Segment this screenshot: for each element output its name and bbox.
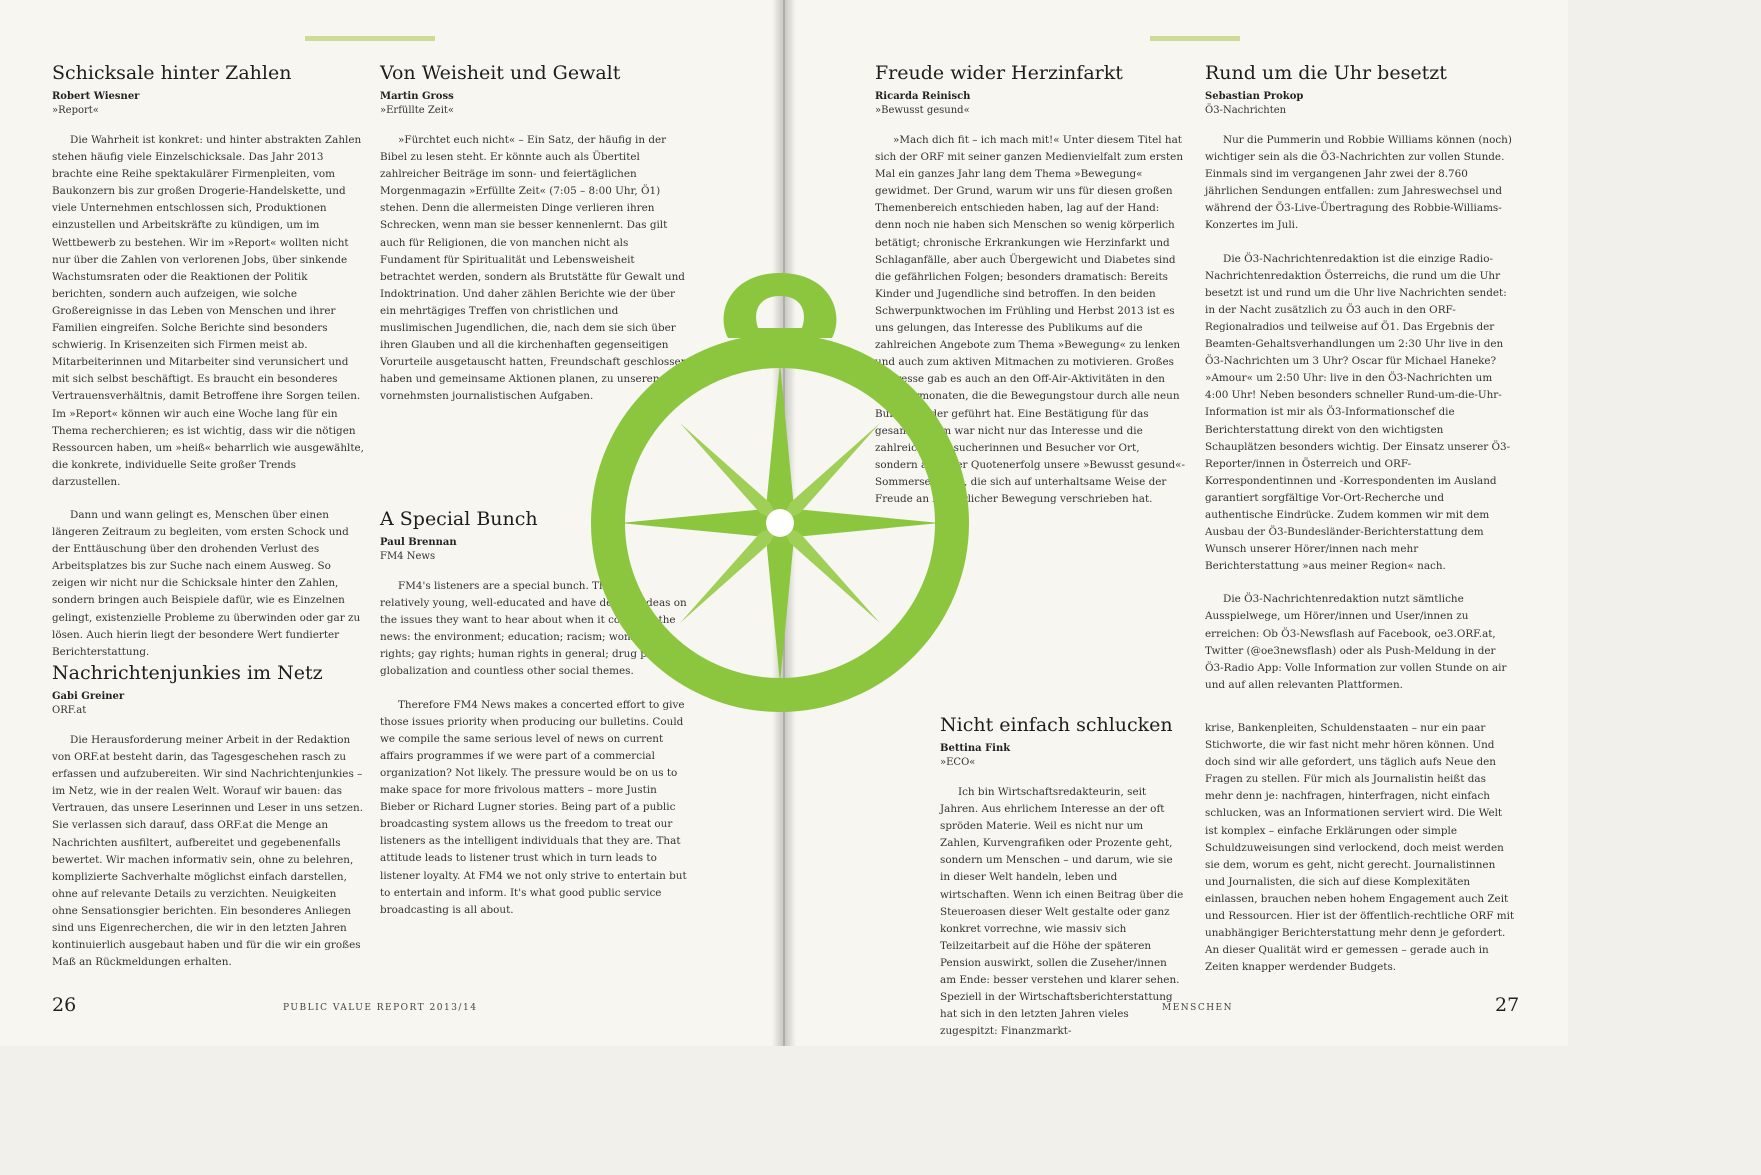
compass-rose-icon — [580, 268, 980, 728]
paragraph: krise, Bankenpleiten, Schuldenstaaten – nur ein paar Stichworte, die wir fast nicht mehr hören können. Und doch sind wir alle gefordert, uns täglich aufs Neue den Fragen zu stellen. Für mich als Journalistin heißt das mehr denn je: nachfragen, hinterfragen, nicht einfach schlucken, was an Informationen serviert wird. Die Welt ist komplex – einfache Erklärungen oder simple Schuldzuweisungen sind verlockend, doch meist werden sie dem, worum es geht, nicht gerecht. Journalistinnen und Journalisten, die sich auf diese Komplexitäten einlassen, brauchen neben hohem Engagement auch Zeit und Ressourcen. Hier ist der öffentlich-rechtliche ORF mit unabhängiger Berichterstattung mehr denn je gefordert. An dieser Qualität wird er gemessen – gerade auch in Zeiten knapper werdender Budgets. — [1205, 722, 1515, 974]
article-role: Ö3-Nachrichten — [1205, 105, 1287, 116]
article-title: Rund um die Uhr besetzt — [1205, 62, 1447, 84]
article-author: Gabi Greiner — [52, 691, 125, 702]
paragraph: Die Wahrheit ist konkret: und hinter abstrakten Zahlen stehen häufig viele Einzelschicksale. Das Jahr 2013 brachte eine Reihe spektakulärer Firmenpleiten, vom Baukonzern bis zur großen Drogerie-Handelskette, und viele Unternehmen entschlossen sich, Produktionen einzustellen und Arbeitskräfte zu kündigen, um im Wettbewerb zu bestehen. Wir im »Report« wollten nicht nur über die Zahlen von verlorenen Jobs, über sinkende Wachstumsraten oder die Reaktionen der Politik berichten, sondern auch aufzeigen, wie solche Großereignisse in das Leben von Menschen und ihrer Familien eingreifen. Solche Berichte sind besonders schwierig. In Krisenzeiten sich Firmen meist ab. Mitarbeiterinnen und Mitarbeiter sind verunsichert und mit sich selbst beschäftigt. Es braucht ein besonderes Vertrauensverhältnis, damit Betroffene ihre Sorgen teilen. Im »Report« können wir auch eine Woche lang für ein Thema recherchieren; es ist wichtig, dass wir die nötigen Ressourcen haben, um »heiß« beharrlich wie ausgewählte, die konkrete, individuelle Seite großer Trends darzustellen. — [52, 134, 364, 488]
article-role: »ECO« — [940, 757, 976, 768]
paragraph: »Mach dich fit – ich mach mit!« Unter diesem Titel hat sich der ORF mit seiner ganzen Medienvielfalt zum ersten Mal ein ganzes Jahr lang dem Thema »Bewegung« gewidmet. Der Grund, warum wir uns für diesen großen Themenbereich entschieden haben, lag auf der Hand: denn noch nie haben sich Menschen so wenig körperlich betätigt; chronische Erkrankungen wie Herzinfarkt und Schlaganfälle, aber auch Übergewicht und Diabetes sind die gefährlichen Folgen; besonders dramatisch: Bereits Kinder und Jugendliche sind betroffen. In den beiden Schwerpunktwochen im Frühling und Herbst 2013 ist es uns gelungen, das Interesse des Publikums auf die zahlreichen Angebote zum Thema »Bewegung« zu lenken und auch zum aktiven Mitmachen zu motivieren. Großes Interesse gab es auch an den Off-Air-Aktivitäten in den Sommermonaten, die die Bewegungstour durch alle neun Bundesländer geführt hat. Eine Bestätigung für das gesamte Team war nicht nur das Interesse und die zahlreichen Besucherinnen und Besucher vor Ort, sondern auch der Quotenerfolg unsere »Bewusst gesund«-Sommersendung, die sich auf unterhaltsame Weise der Freude an körperlicher Bewegung verschrieben hat. — [875, 134, 1185, 505]
running-head-bar — [1150, 36, 1240, 41]
footer-title: PUBLIC VALUE REPORT 2013/14 — [283, 1003, 478, 1013]
article-schicksale — [52, 62, 364, 677]
article-author: Robert Wiesner — [52, 91, 140, 102]
article-author: Ricarda Reinisch — [875, 91, 971, 102]
paragraph: Die Ö3-Nachrichtenredaktion ist die einzige Radio-Nachrichtenredaktion Österreichs, die rund um die Uhr besetzt ist und rund um die Uhr live Nachrichten sendet: in der Nacht zusätzlich zu Ö3 auch in den ORF-Regionalradios und teilweise auf Ö1. Das Ergebnis der Beamten-Gehaltsverhandlungen um 2:30 Uhr live in den Ö3-Nachrichten um 3 Uhr? Oscar für Michael Haneke? »Amour« um 2:50 Uhr: live in den Ö3-Nachrichten um 4:00 Uhr! Neben besonders schneller Rund-um-die-Uhr-Information ist mir als Ö3-Informationschef die Berichterstattung direkt von den wichtigsten Schauplätzen besonders wichtig. Der Einsatz unserer Ö3-Reporter/innen in Österreich und ORF-Korrespondentinnen und -Korrespondenten im Ausland garantiert sorgfältige Vor-Ort-Recherche und authentische Eindrücke. Zudem kommen wir mit dem Ausbau der Ö3-Bundesländer-Berichterstattung dem Wunsch unserer Hörer/innen nach mehr Berichterstattung »aus meiner Region« nach. — [1205, 252, 1511, 573]
paragraph: Die Ö3-Nachrichtenredaktion nutzt sämtliche Ausspielwege, um Hörer/innen und User/innen zu erreichen: Ob Ö3-Newsflash auf Facebook, oe3.ORF.at, Twitter (@oe3newsflash) oder als Push-Meldung in der Ö3-Radio App: Volle Information zur vollen Stunde on air und auf allen relevanten Plattformen. — [1205, 593, 1507, 691]
article-continuation — [1205, 720, 1515, 992]
article-author: Paul Brennan — [380, 537, 457, 548]
running-head-bar — [305, 36, 435, 41]
article-nachrichtenjunkies — [52, 662, 364, 987]
paragraph: Nur die Pummerin und Robbie Williams können (noch) wichtiger sein als die Ö3-Nachrichten zur vollen Stunde. Einmals sind im vergangenen Jahr zwei der 8.760 jährlichen Sendungen entfallen: zum Jahreswechsel und während der Ö3-Live-Übertragung des Robbie-Williams-Konzertes im Juli. — [1205, 134, 1512, 232]
paragraph: Die Herausforderung meiner Arbeit in der Redaktion von ORF.at besteht darin, das Tagesgeschehen rasch zu erfassen und aufzubereiten. Wir sind Nachrichtenjunkies – im Netz, wie in der realen Welt. Worauf wir bauen: das Vertrauen, das unsere Leserinnen und Leser in uns setzen. Sie verlassen sich darauf, dass ORF.at die Menge an Nachrichten ausfiltert, aufbereitet und gegebenenfalls bewertet. Wir machen informativ sein, ohne zu belehren, komplizierte Sachverhalte möglichst einfach darstellen, ohne auf relevante Details zu verzichten. Neuigkeiten ohne Sensationsgier berichten. Ein besonderes Anliegen sind uns Eigenrecherchen, die wir in den letzten Jahren kontinuierlich ausgebaut haben und für die wir ein großes Maß an Rückmeldungen erhalten. — [52, 734, 364, 969]
article-author: Bettina Fink — [940, 743, 1011, 754]
paragraph: »Fürchtet euch nicht« – Ein Satz, der häufig in der Bibel zu lesen steht. Er könnte auch als Übertitel zahlreicher Beiträge im sonn- und feiertäglichen Morgenmagazin »Erfüllte Zeit« (7:05 – 8:00 Uhr, Ö1) stehen. Denn die allermeisten Dinge verlieren ihren Schrecken, wenn man sie besser kennenlernt. Das gilt auch für Religionen, die von manchen nicht als Fundament für Spiritualität und Lebensweisheit betrachtet werden, sondern als Brutstätte für Gewalt und Indoktrination. Und daher zählen Berichte wie der über ein mehrtägiges Treffen von christlichen und muslimischen Jugendlichen, die, nach dem sie sich über ihren Glauben und all die kirchenhaften gegenseitigen Vorurteile ausgetauscht hatten, Freundschaft geschlossen haben und gemeinsame Aktionen planen, zu unseren vornehmsten journalistischen Aufgaben. — [380, 134, 688, 403]
article-author: Martin Gross — [380, 91, 454, 102]
article-role: »Report« — [52, 105, 99, 116]
article-title: Freude wider Herzinfarkt — [875, 62, 1123, 84]
article-role: ORF.at — [52, 705, 87, 716]
footer-section: MENSCHEN — [1162, 1003, 1234, 1013]
paragraph: Dann und wann gelingt es, Menschen über einen längeren Zeitraum zu begleiten, vom ersten Schock und der Enttäuschung über den drohenden Verlust des Arbeitsplatzes bis zur Suche nach einem Ausweg. So zeigen wir nicht nur die Schicksale hinter den Zahlen, sondern bringen auch Beispiele dafür, wie es Einzelnen gelingt, existenzielle Probleme zu überwinden oder gar zu lösen. Auch hierin liegt der besondere Wert fundierter Berichterstattung. — [52, 508, 361, 658]
article-role: »Erfüllte Zeit« — [380, 105, 455, 116]
page-number: 27 — [1495, 994, 1520, 1016]
article-title: Nachrichtenjunkies im Netz — [52, 662, 323, 684]
article-rund-um-die-uhr — [1205, 62, 1515, 710]
article-title: Schicksale hinter Zahlen — [52, 62, 292, 84]
paragraph: Therefore FM4 News makes a concerted effort to give those issues priority when producing our bulletins. Could we compile the same serious level of news on current affairs programmes if we were part of a commercial organization? Not likely. The pressure would be on us to make space for more frivolous matters – more Justin Bieber or Richard Lugner stories. Being part of a public broadcasting system allows us the freedom to treat our listeners as the intelligent individuals that they are. That attitude leads to listener trust which in turn leads to listener loyalty. At FM4 we not only strive to entertain but to entertain and inform. It's what good public service broadcasting is all about. — [380, 698, 687, 916]
article-title: Von Weisheit und Gewalt — [380, 62, 621, 84]
article-role: FM4 News — [380, 551, 436, 562]
article-title: Nicht einfach schlucken — [940, 714, 1173, 736]
article-title: A Special Bunch — [380, 508, 538, 530]
article-nicht-einfach — [940, 714, 1185, 1056]
paragraph: Ich bin Wirtschaftsredakteurin, seit Jahren. Aus ehrlichem Interesse an der oft spröden Materie. Weil es nicht nur um Zahlen, Kurvengrafiken oder Prozente geht, sondern um Menschen – und darum, wie sie in dieser Welt handeln, leben und wirtschaften. Wenn ich einen Beitrag über die Steueroasen dieser Welt gestalte oder ganz konkret vorrechne, wie massiv sich Teilzeitarbeit auf die Höhe der späteren Pension auswirkt, sollen die Zuseher/innen am Ende: besser verstehen und klarer sehen. Speziell in der Wirtschaftsberichterstattung hat sich in den letzten Jahren vieles zugespitzt: Finanzmarkt- — [940, 786, 1184, 1038]
article-author: Sebastian Prokop — [1205, 91, 1304, 102]
page-number: 26 — [52, 994, 77, 1016]
article-role: »Bewusst gesund« — [875, 105, 970, 116]
paragraph: FM4's listeners are a special bunch. They are relatively young, well-educated and have definite ideas on the issues they want to hear about when it comes to the news: the environment; education; racism; women's rights; gay rights; human rights in general; drug policies, globalization and countless other social themes. — [380, 580, 687, 678]
